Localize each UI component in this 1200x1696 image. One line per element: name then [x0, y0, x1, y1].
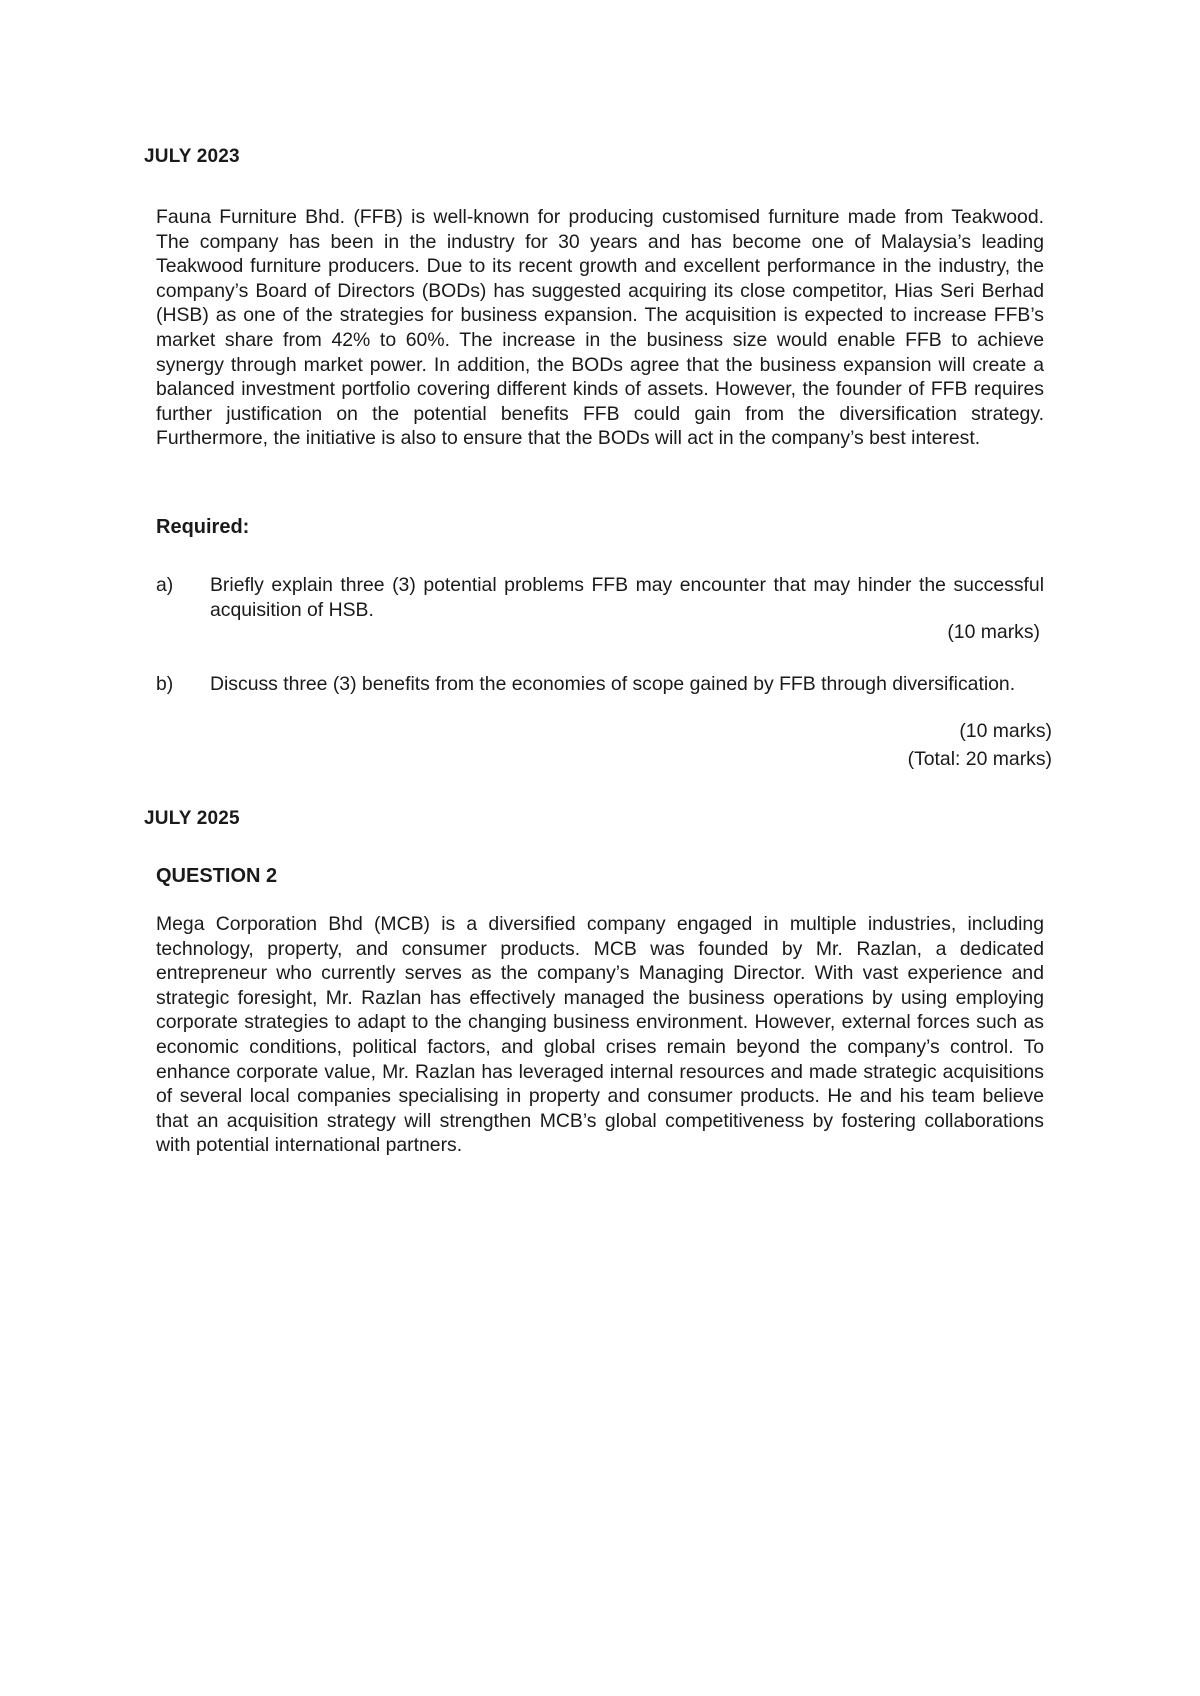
total-marks: (Total: 20 marks)	[907, 748, 1052, 770]
section-heading-july-2025: JULY 2025	[144, 808, 240, 829]
case-paragraph-mcb: Mega Corporation Bhd (MCB) is a diversified company engaged in multiple industries, including technology, property, and consumer products. MCB was founded by Mr. Razlan, a dedicated entrepreneur who currently serves as the company’s Managing Director. With vast experience and strategic foresight, Mr. Razlan has effectively managed the business operations by using employing corporate strategies to adapt to the changing business environment. However, external forces such as economic conditions, political factors, and global crises remain beyond the company’s control. To enhance corporate value, Mr. Razlan has leveraged internal resources and made strategic acquisitions of several local companies specialising in property and consumer products. He and his team believe that an acquisition strategy will strengthen MCB’s global competitiveness by fostering collaborations with potential international partners.	[156, 913, 1044, 1157]
marks-a: (10 marks)	[947, 621, 1040, 643]
question-letter-b: b)	[156, 673, 174, 695]
marks-b: (10 marks)	[959, 720, 1052, 742]
section-heading-july-2023: JULY 2023	[144, 146, 240, 167]
question-title: QUESTION 2	[156, 865, 278, 887]
required-label: Required:	[156, 516, 250, 538]
case-paragraph-ffb: Fauna Furniture Bhd. (FFB) is well-known for producing customised furniture made from Teakwood. The company has been in the industry for 30 years and has become one of Malaysia’s leading Teakwood furniture producers. Due to its recent growth and excellent performance in the industry, the company’s Board of Directors (BODs) has suggested acquiring its close competitor, Hias Seri Berhad (HSB) as one of the strategies for business expansion. The acquisition is expected to increase FFB’s market share from 42% to 60%. The increase in the business size would enable FFB to achieve synergy through market power. In addition, the BODs agree that the business expansion will create a balanced investment portfolio covering different kinds of assets. However, the founder of FFB requires further justification on the potential benefits FFB could gain from the diversification strategy. Furthermore, the initiative is also to ensure that the BODs will act in the company’s best interest.	[156, 206, 1044, 450]
question-text-a: Briefly explain three (3) potential problems FFB may encounter that may hinder the successful acquisition of HSB.	[210, 574, 1044, 621]
question-letter-a: a)	[156, 574, 174, 596]
question-text-b: Discuss three (3) benefits from the economies of scope gained by FFB through diversification.	[210, 673, 1016, 695]
